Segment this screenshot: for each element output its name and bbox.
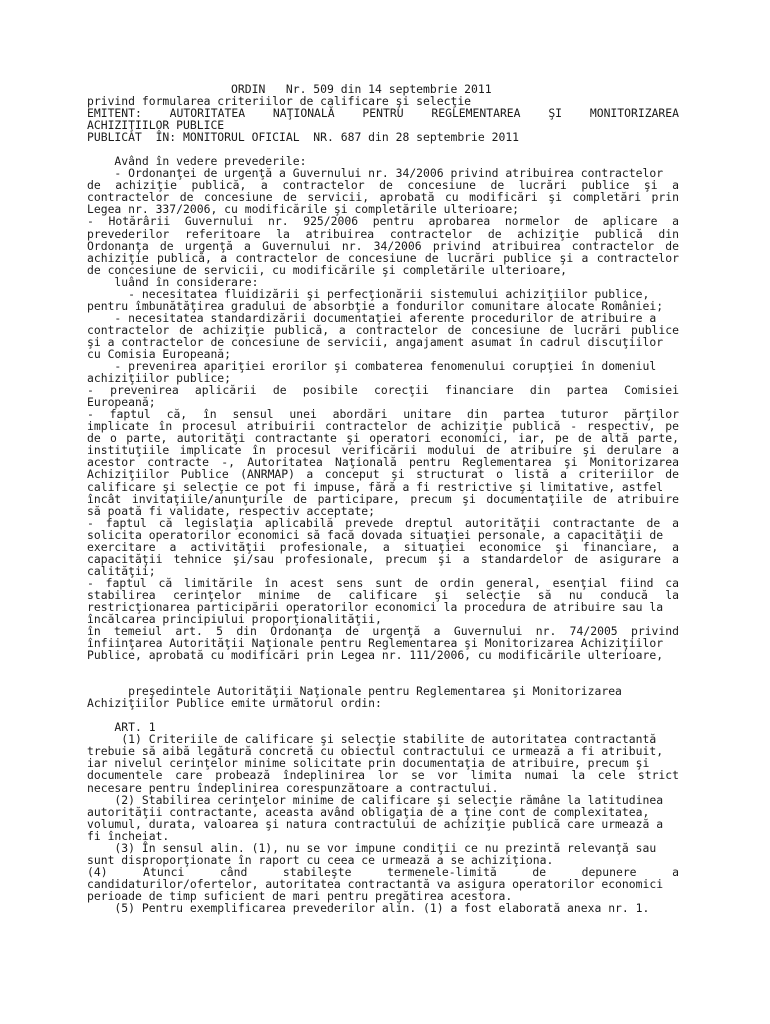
article-heading: ART. 1 — [87, 720, 156, 735]
text-line: autorităţii contractante, aceasta având obligaţia de a ţine cont de complexitatea, — [87, 804, 650, 819]
issuer-statement — [87, 685, 679, 709]
preamble — [87, 155, 679, 661]
text-line: - faptul că limitările în acest sens sunt de ordin general, esenţial fiind ca — [87, 575, 679, 590]
article-1 — [87, 721, 679, 914]
text-line: de achiziţie publică, a contractelor de concesiune de lucrări publice şi a — [87, 178, 679, 193]
text-line: - Hotărârii Guvernului nr. 925/2006 pentru aprobarea normelor de aplicare a — [87, 214, 679, 229]
text-line: perioade de timp suficient de mari pentru pregătirea acestora. — [87, 888, 513, 903]
text-line: Europeană; — [87, 395, 156, 410]
text-line: preşedintele Autorităţii Naţionale pentru Reglementarea şi Monitorizarea — [87, 684, 622, 699]
text-line: achiziţie publică, a contractelor de concesiune de lucrări publice şi a contractelor — [87, 250, 679, 265]
text-line: candidaturilor/ofertelor, autoritatea contractantă va asigura operatorilor economici — [87, 876, 664, 891]
text-line: să poată fi validate, respectiv acceptate; — [87, 503, 376, 518]
text-line: necesare pentru îndeplinirea corespunzătoare a contractului. — [87, 780, 499, 795]
text-line: - necesitatea standardizării documentaţiei aferente procedurilor de atribuire a — [87, 310, 657, 325]
text-line: Având în vedere prevederile: — [87, 154, 307, 169]
text-line: înfiinţarea Autorităţii Naţionale pentru Reglementarea şi Monitorizarea Achiziţiilor — [87, 636, 664, 651]
text-line: Publice, aprobată cu modificări prin Legea nr. 111/2006, cu modificările ulterioare, — [87, 648, 664, 663]
text-line: - prevenirea apariţiei erorilor şi combaterea fenomenului corupţiei în domeniul — [87, 359, 657, 374]
text-line: - faptul că legislaţia aplicabilă prevede dreptul autorităţii contractante de a — [87, 515, 679, 530]
text-line: achiziţiilor publice; — [87, 371, 232, 386]
text-line: iar nivelul cerinţelor minime solicitate prin documentaţia de atribuire, precum şi — [87, 756, 650, 771]
text-line: de o parte, autorităţi contractante şi operatori economici, iar, pe de altă parte, — [87, 431, 679, 446]
text-line: capacităţii tehnice şi/sau profesionale, precum şi a standardelor de asigurare a — [87, 551, 679, 566]
text-line: solicita operatorilor economici să facă dovada situaţiei personale, a capacităţii de — [87, 527, 664, 542]
text-line: încât invitaţiile/anunţurile de participare, precum şi documentaţiile de atribuire — [87, 491, 679, 506]
text-line: calificare şi selecţie ce pot fi impuse, fără a fi restrictive şi limitative, astfel — [87, 479, 664, 494]
text-line: contractelor de concesiune de servicii, aprobată cu modificări şi completări prin — [87, 190, 679, 205]
text-line: sunt disproporţionate în raport cu ceea ce urmează a se achiziţiona. — [87, 852, 554, 867]
text-line: încălcarea principiului proporţionalităţii, — [87, 612, 382, 627]
document-page — [87, 83, 679, 914]
text-line: calităţii; — [87, 563, 156, 578]
text-line: Achiziţiilor Publice (ANRMAP) a conceput şi structurat o listă a criteriilor de — [87, 467, 679, 482]
text-line: (3) În sensul alin. (1), nu se vor impune condiţii ce nu prezintă relevanţă sau — [87, 840, 657, 855]
text-line: fi încheiat. — [87, 828, 170, 843]
text-line: (2) Stabilirea cerinţelor minime de calificare şi selecţie rămâne la latitudinea — [87, 792, 664, 807]
text-line: - faptul că, în sensul unei abordări unitare din partea tuturor părţilor — [87, 407, 679, 422]
text-line: în temeiul art. 5 din Ordonanţa de urgenţă a Guvernului nr. 74/2005 privind — [87, 624, 679, 639]
text-line: - Ordonanţei de urgenţă a Guvernului nr. 34/2006 privind atribuirea contractelor — [87, 166, 664, 181]
text-line: implicate în procesul atribuirii contractelor de achiziţie publică - respectiv, pe — [87, 419, 679, 434]
publication-line: PUBLICAT ÎN: MONITORUL OFICIAL NR. 687 din 28 septembrie 2011 — [87, 130, 520, 145]
text-line: documentele care probează îndeplinirea lor se vor limita numai la cele strict — [87, 768, 679, 783]
text-line: contractelor de achiziţie publică, a contractelor de concesiune de lucrări publice — [87, 322, 679, 337]
text-line: de concesiune de servicii, cu modificările şi completările ulterioare, — [87, 262, 568, 277]
text-line: luând în considerare: — [87, 274, 259, 289]
text-line: acestor contracte -, Autoritatea Naţională pentru Reglementarea şi Monitorizarea — [87, 455, 679, 470]
text-line: pentru îmbunătăţirea gradului de absorbţie a fondurilor comunitare alocate României; — [87, 298, 664, 313]
text-line: Ordonanţa de urgenţă a Guvernului nr. 34/2006 privind atribuirea contractelor de — [87, 238, 679, 253]
text-line: prevederilor referitoare la atribuirea contractelor de achiziţie publică din — [87, 226, 679, 241]
text-line: instituţiile implicate în procesul verificării modului de atribuire şi derulare a — [87, 443, 679, 458]
text-line: stabilirea cerinţelor minime de calificare şi selecţie să nu conducă la — [87, 587, 679, 602]
text-line: cu Comisia Europeană; — [87, 346, 232, 361]
text-line: (4) Atunci când stabileşte termenele-limită de depunere a — [87, 864, 679, 879]
text-line: trebuie să aibă legătură concretă cu obiectul contractului ce urmează a fi atribuit, — [87, 744, 664, 759]
text-line: şi a contractelor de concesiune de servicii, angajament asumat în cadrul discuţiilor — [87, 334, 664, 349]
order-title: ORDIN Nr. 509 din 14 septembrie 2011 — [87, 82, 492, 96]
text-line: (5) Pentru exemplificarea prevederilor alin. (1) a fost elaborată anexa nr. 1. — [87, 901, 650, 915]
text-line: (1) Criteriile de calificare şi selecţie stabilite de autoritatea contractantă — [87, 732, 657, 747]
text-line: - prevenirea aplicării de posibile corecţii financiare din partea Comisiei — [87, 383, 679, 398]
text-line: - necesitatea fluidizării şi perfecţionării sistemului achiziţiilor publice, — [87, 286, 650, 301]
issuer-line-cont: ACHIZIŢIILOR PUBLICE — [87, 118, 225, 133]
order-header — [87, 83, 679, 143]
text-line: Legea nr. 337/2006, cu modificările şi completările ulterioare; — [87, 202, 520, 217]
text-line: exercitare a activităţii profesionale, a situaţiei economice şi financiare, a — [87, 539, 679, 554]
text-line: Achiziţiilor Publice emite următorul ordin: — [87, 696, 382, 711]
order-subject: privind formularea criteriilor de calificare şi selecţie — [87, 94, 472, 109]
issuer-line: EMITENT: AUTORITATEA NAŢIONALĂ PENTRU REGLEMENTAREA ŞI MONITORIZAREA — [87, 106, 679, 121]
text-line: restricţionarea participării operatorilor economici la procedura de atribuire sau la — [87, 599, 664, 614]
text-line: volumul, durata, valoarea şi natura contractului de achiziţie publică care urmează a — [87, 816, 664, 831]
